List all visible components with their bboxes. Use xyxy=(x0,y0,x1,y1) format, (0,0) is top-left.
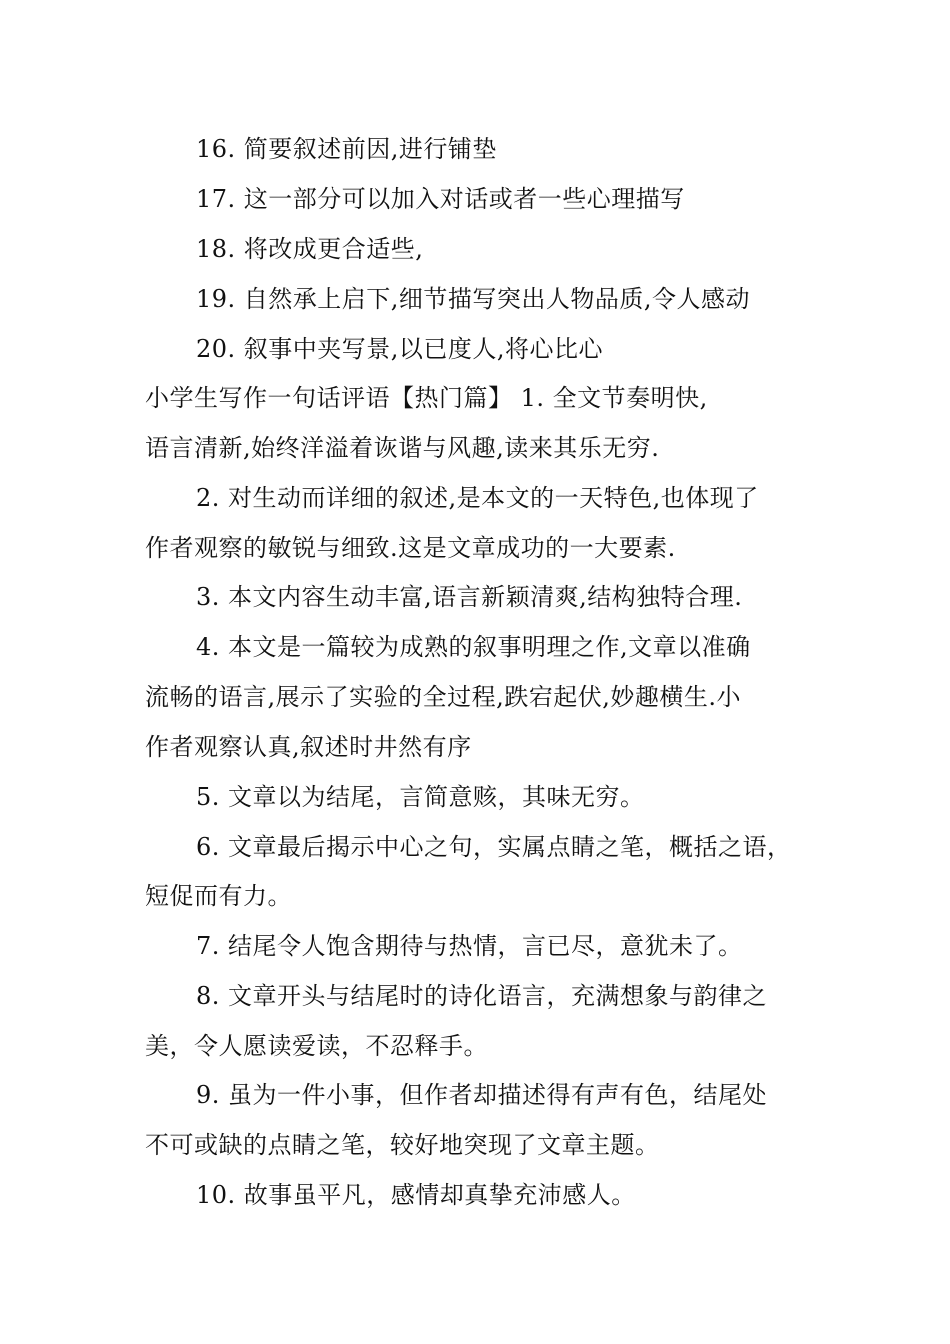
text-line: 7. 结尾令人饱含期待与热情，言已尽，意犹未了。 xyxy=(196,932,743,960)
text-line: 20. 叙事中夹写景,以已度人,将心比心 xyxy=(196,335,604,363)
text-line: 9. 虽为一件小事，但作者却描述得有声有色，结尾处 xyxy=(196,1081,768,1109)
section-heading-line: 小学生写作一句话评语【热门篇】 1. 全文节奏明快, xyxy=(145,384,708,412)
text-line: 5. 文章以为结尾，言简意赅，其味无穷。 xyxy=(196,783,645,811)
text-line: 4. 本文是一篇较为成熟的叙事明理之作,文章以准确 xyxy=(196,633,751,661)
text-line: 2. 对生动而详细的叙述,是本文的一天特色,也体现了 xyxy=(196,484,759,512)
text-line: 不可或缺的点睛之笔，较好地突现了文章主题。 xyxy=(145,1131,660,1159)
text-line: 短促而有力。 xyxy=(145,882,292,910)
text-line: 17. 这一部分可以加入对话或者一些心理描写 xyxy=(196,185,685,213)
text-line: 美，令人愿读爱读，不忍释手。 xyxy=(145,1032,488,1060)
text-line: 10. 故事虽平凡，感情却真挚充沛感人。 xyxy=(196,1181,636,1209)
text-line: 流畅的语言,展示了实验的全过程,跌宕起伏,妙趣横生.小 xyxy=(145,683,742,711)
text-line: 18. 将改成更合适些, xyxy=(196,235,424,263)
text-line: 3. 本文内容生动丰富,语言新颖清爽,结构独特合理. xyxy=(196,583,743,611)
text-line: 16. 简要叙述前因,进行铺垫 xyxy=(196,135,497,163)
text-line: 作者观察的敏锐与细致.这是文章成功的一大要素. xyxy=(145,534,676,562)
text-line: 8. 文章开头与结尾时的诗化语言，充满想象与韵律之 xyxy=(196,982,768,1010)
text-line: 6. 文章最后揭示中心之句，实属点睛之笔，概括之语， xyxy=(196,833,792,861)
text-line: 语言清新,始终洋溢着诙谐与风趣,读来其乐无穷. xyxy=(145,434,660,462)
text-line: 19. 自然承上启下,细节描写突出人物品质,令人感动 xyxy=(196,285,751,313)
text-line: 作者观察认真,叙述时井然有序 xyxy=(145,733,472,761)
